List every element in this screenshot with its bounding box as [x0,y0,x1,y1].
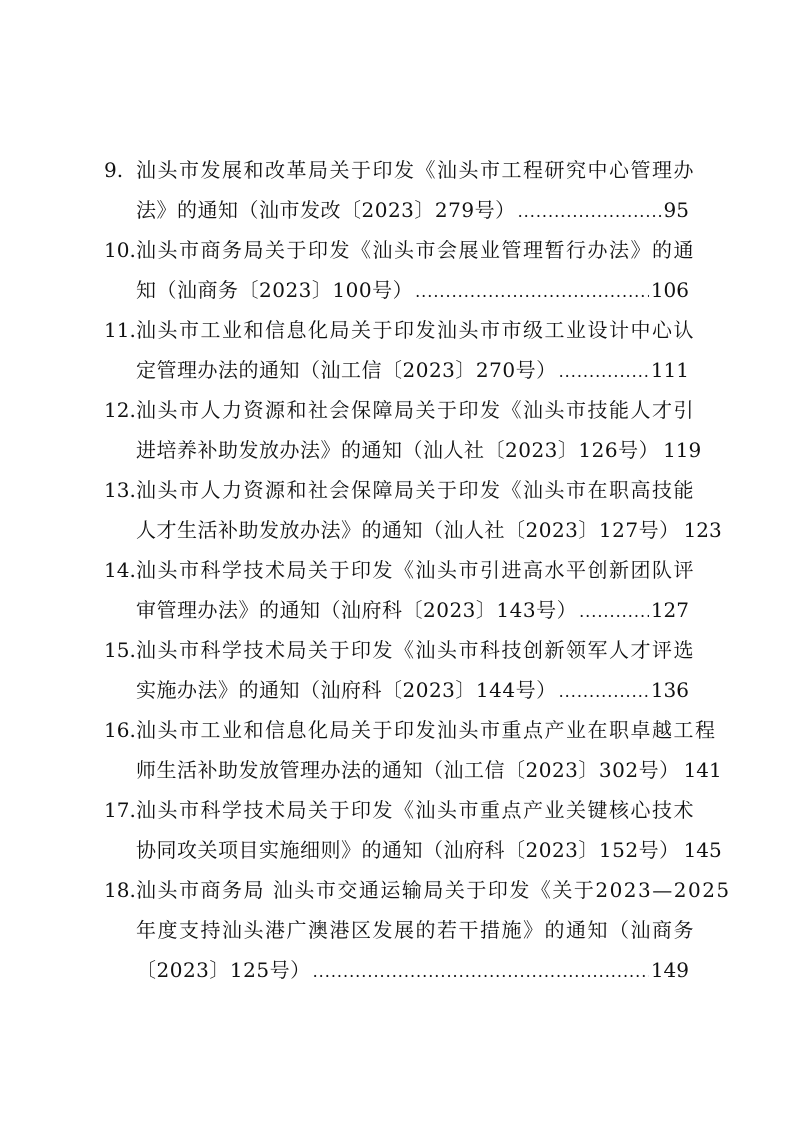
toc-entry-last-line [0,430,793,470]
toc-entry-first-line [0,790,793,830]
toc-entry-number: 15. [104,638,136,662]
toc-entry-title-end: 进培养补助发放办法》的通知（汕人社〔2023〕126号） [136,438,660,462]
toc-entry-title: 汕头市科学技术局关于印发《汕头市重点产业关键核心技术 [136,798,695,822]
toc-entry-16[interactable] [0,710,793,790]
toc-entry-15[interactable] [0,630,793,710]
toc-entry-title-end: 定管理办法的通知（汕工信〔2023〕270号） [136,358,557,382]
toc-entry-first-line [0,710,793,750]
toc-entry-title-end: 法》的通知（汕市发改〔2023〕279号） [136,198,516,222]
toc-entry-page[interactable]: 95 [663,198,689,222]
dot-leader [559,352,649,392]
dot-leader [518,192,662,232]
toc-entry-title: 汕头市工业和信息化局关于印发汕头市重点产业在职卓越工程 [136,718,717,742]
toc-entry-first-line [0,630,793,670]
toc-entry-title: 汕头市商务局 汕头市交通运输局关于印发《关于2023—2025 [136,878,731,902]
toc-entry-18[interactable] [0,870,793,990]
toc-entry-page[interactable]: 149 [650,958,689,982]
toc-entry-number: 13. [104,478,136,502]
toc-entry-page[interactable]: 127 [650,598,689,622]
toc-entry-last-line [0,950,793,990]
toc-entry-title-end: 审管理办法》的通知（汕府科〔2023〕143号） [136,598,578,622]
toc-entry-title: 汕头市科学技术局关于印发《汕头市引进高水平创新团队评 [136,558,695,582]
toc-entry-title: 汕头市人力资源和社会保障局关于印发《汕头市在职高技能 [136,478,695,502]
toc-entry-9[interactable] [0,150,793,230]
toc-entry-title: 汕头市人力资源和社会保障局关于印发《汕头市技能人才引 [136,398,695,422]
toc-entry-last-line [0,670,793,710]
toc-entry-14[interactable] [0,550,793,630]
toc-entry-title-end: 〔2023〕125号） [136,958,311,982]
toc-entry-first-line [0,870,793,910]
toc-entry-first-line [0,550,793,590]
toc-entry-title-end: 知（汕商务〔2023〕100号） [136,278,414,302]
dot-leader [579,592,649,632]
table-of-contents [0,150,793,990]
toc-entry-page[interactable]: 141 [683,758,722,782]
toc-entry-last-line [0,510,793,550]
toc-entry-last-line [0,350,793,390]
toc-entry-title: 汕头市科学技术局关于印发《汕头市科技创新领军人才评选 [136,638,695,662]
toc-entry-number: 18. [104,878,136,902]
toc-entry-page[interactable]: 111 [650,358,689,382]
toc-entry-first-line [0,310,793,350]
toc-entry-17[interactable] [0,790,793,870]
toc-entry-page[interactable]: 145 [683,838,722,862]
toc-entry-13[interactable] [0,470,793,550]
toc-entry-title-end: 实施办法》的通知（汕府科〔2023〕144号） [136,678,557,702]
toc-entry-last-line [0,830,793,870]
toc-entry-title: 汕头市商务局关于印发《汕头市会展业管理暂行办法》的通 [136,238,695,262]
toc-entry-title: 汕头市发展和改革局关于印发《汕头市工程研究中心管理办 [136,158,695,182]
toc-entry-number: 16. [104,718,136,742]
toc-entry-12[interactable] [0,390,793,470]
toc-entry-first-line [0,150,793,190]
toc-entry-page[interactable]: 136 [650,678,689,702]
toc-entry-last-line [0,270,793,310]
toc-entry-title-end: 人才生活补助发放办法》的通知（汕人社〔2023〕127号） [136,518,680,542]
toc-entry-number: 14. [104,558,136,582]
toc-entry-number: 11. [104,318,136,342]
toc-entry-11[interactable] [0,310,793,390]
toc-entry-first-line [0,230,793,270]
toc-entry-middle-line [0,910,793,950]
dot-leader [559,672,649,712]
toc-entry-last-line [0,190,793,230]
toc-entry-last-line [0,590,793,630]
dot-leader [313,952,649,992]
toc-entry-10[interactable] [0,230,793,310]
toc-entry-page[interactable]: 123 [683,518,722,542]
toc-entry-title-end: 协同攻关项目实施细则》的通知（汕府科〔2023〕152号） [136,838,680,862]
toc-entry-number: 9. [104,158,124,182]
toc-entry-first-line [0,470,793,510]
toc-entry-page[interactable]: 106 [650,278,689,302]
toc-entry-title: 汕头市工业和信息化局关于印发汕头市市级工业设计中心认 [136,318,695,342]
toc-entry-number: 12. [104,398,136,422]
toc-entry-first-line [0,390,793,430]
toc-entry-title-end: 师生活补助发放管理办法的通知（汕工信〔2023〕302号） [136,758,680,782]
toc-entry-last-line [0,750,793,790]
toc-entry-number: 10. [104,238,136,262]
toc-entry-title-continued: 年度支持汕头港广澳港区发展的若干措施》的通知（汕商务 [136,918,695,942]
toc-entry-number: 17. [104,798,136,822]
dot-leader [415,272,649,312]
toc-entry-page[interactable]: 119 [663,438,702,462]
